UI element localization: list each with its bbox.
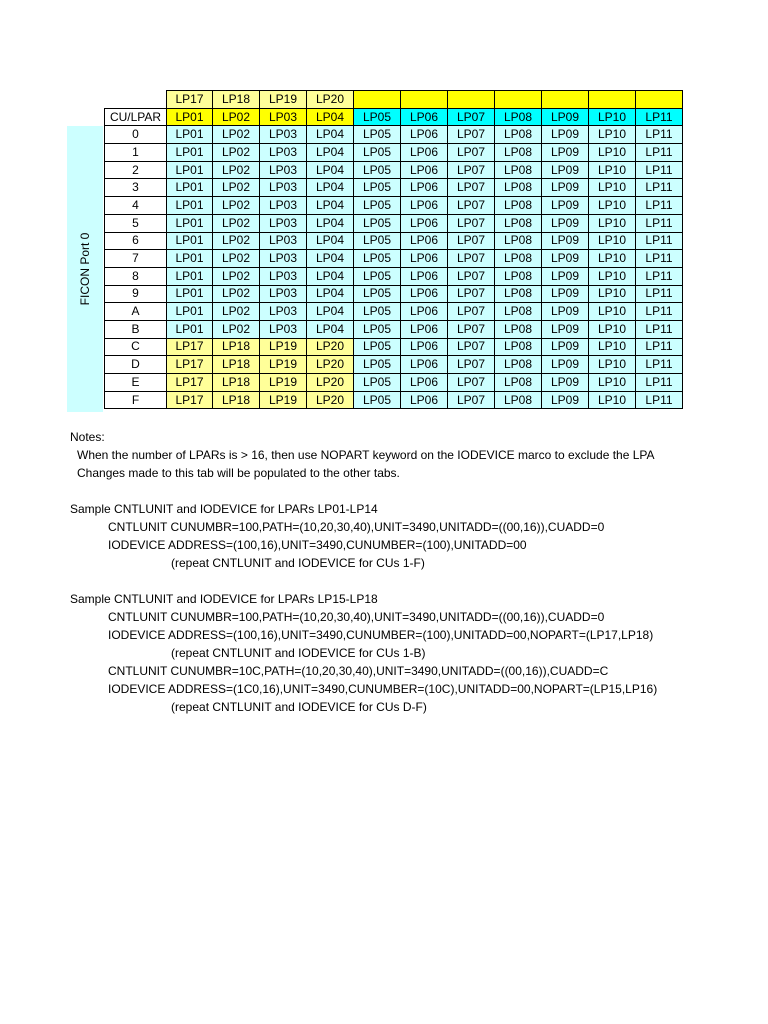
lpar-cell: LP07 [448,320,495,338]
lpar-cell: LP02 [213,126,260,144]
table-row [105,374,683,392]
cu-lpar-table [104,90,683,409]
top-lpar-cell: LP17 [167,91,213,109]
table-row [105,144,683,162]
lpar-cell: LP09 [542,285,589,303]
top-lpar-cell [354,91,401,109]
lpar-cell: LP07 [448,250,495,268]
lpar-cell: LP02 [213,303,260,321]
lpar-cell: LP05 [354,285,401,303]
corner-label: CU/LPAR [105,108,167,126]
sample2-cntlunit-2: CNTLUNIT CUNUMBR=10C,PATH=(10,20,30,40),UNIT=3490,UNITADD=((00,16)),CUADD=C [108,664,609,678]
lpar-cell: LP05 [354,214,401,232]
lpar-cell: LP09 [542,126,589,144]
lpar-cell: LP03 [260,144,307,162]
lpar-cell: LP04 [307,232,354,250]
lpar-cell: LP05 [354,179,401,197]
lpar-cell: LP04 [307,303,354,321]
lpar-cell: LP05 [354,250,401,268]
lpar-cell: LP02 [213,285,260,303]
lpar-cell: LP11 [636,285,683,303]
lpar-cell: LP07 [448,214,495,232]
lpar-cell: LP07 [448,161,495,179]
lpar-cell: LP11 [636,144,683,162]
lpar-cell: LP18 [213,374,260,392]
cu-label: 1 [105,144,167,162]
table-row [105,250,683,268]
table-row [105,214,683,232]
top-lpar-cell: LP19 [260,91,307,109]
lpar-cell: LP04 [307,214,354,232]
cu-label: 7 [105,250,167,268]
lpar-cell: LP07 [448,338,495,356]
lpar-cell: LP03 [260,161,307,179]
lpar-cell: LP06 [401,320,448,338]
lpar-cell: LP02 [213,214,260,232]
lpar-cell: LP09 [542,250,589,268]
lpar-cell: LP11 [636,338,683,356]
lpar-cell: LP04 [307,144,354,162]
top-lpar-cell [636,91,683,109]
lpar-cell: LP10 [589,356,636,374]
lpar-cell: LP10 [589,126,636,144]
lpar-cell: LP06 [401,267,448,285]
lpar-grid [104,90,683,409]
lpar-cell: LP07 [448,267,495,285]
lpar-cell: LP01 [167,267,213,285]
lpar-cell: LP06 [401,391,448,409]
lpar-cell: LP02 [213,179,260,197]
lpar-cell: LP19 [260,391,307,409]
lpar-cell: LP04 [307,126,354,144]
lpar-cell: LP20 [307,338,354,356]
note-line: When the number of LPARs is > 16, then use NOPART keyword on the IODEVICE marco to exclude the LPA [77,448,655,462]
lpar-cell: LP05 [354,232,401,250]
lpar-cell: LP11 [636,126,683,144]
lpar-cell: LP11 [636,214,683,232]
table-row [105,126,683,144]
lpar-cell: LP05 [354,144,401,162]
lpar-cell: LP11 [636,303,683,321]
lpar-cell: LP10 [589,232,636,250]
lpar-cell: LP04 [307,161,354,179]
lpar-cell: LP19 [260,338,307,356]
lpar-cell: LP03 [260,267,307,285]
lpar-cell: LP04 [307,320,354,338]
sample1-repeat: (repeat CNTLUNIT and IODEVICE for CUs 1-F) [171,556,425,570]
cu-label: A [105,303,167,321]
sample1-iodevice: IODEVICE ADDRESS=(100,16),UNIT=3490,CUNUMBER=(100),UNITADD=00 [108,538,527,552]
lpar-cell: LP06 [401,303,448,321]
lpar-cell: LP18 [213,338,260,356]
lpar-cell: LP06 [401,214,448,232]
lpar-cell: LP08 [495,179,542,197]
sample2-cntlunit-1: CNTLUNIT CUNUMBR=100,PATH=(10,20,30,40),UNIT=3490,UNITADD=((00,16)),CUADD=0 [108,610,605,624]
lpar-cell: LP09 [542,320,589,338]
header-lpar-cell: LP11 [636,108,683,126]
lpar-cell: LP10 [589,179,636,197]
lpar-cell: LP10 [589,303,636,321]
lpar-cell: LP11 [636,197,683,215]
lpar-cell: LP18 [213,391,260,409]
lpar-cell: LP10 [589,267,636,285]
header-lpar-cell: LP07 [448,108,495,126]
lpar-cell: LP07 [448,179,495,197]
table-row [105,232,683,250]
lpar-cell: LP09 [542,179,589,197]
lpar-cell: LP10 [589,214,636,232]
lpar-cell: LP06 [401,126,448,144]
top-lpar-cell [401,91,448,109]
lpar-cell: LP08 [495,374,542,392]
lpar-cell: LP03 [260,214,307,232]
top-lpar-cell [448,91,495,109]
header-lpar-cell: LP01 [167,108,213,126]
lpar-cell: LP03 [260,232,307,250]
lpar-cell: LP05 [354,391,401,409]
lpar-cell: LP02 [213,267,260,285]
lpar-cell: LP03 [260,197,307,215]
lpar-cell: LP20 [307,391,354,409]
notes-heading: Notes: [70,430,105,444]
top-lpar-cell: LP18 [213,91,260,109]
sample1-title: Sample CNTLUNIT and IODEVICE for LPARs LP01-LP14 [70,502,378,516]
lpar-cell: LP04 [307,267,354,285]
table-row [105,391,683,409]
lpar-cell: LP10 [589,197,636,215]
lpar-cell: LP07 [448,197,495,215]
lpar-cell: LP06 [401,285,448,303]
lpar-cell: LP08 [495,267,542,285]
lpar-cell: LP17 [167,338,213,356]
lpar-cell: LP07 [448,303,495,321]
lpar-cell: LP05 [354,320,401,338]
lpar-cell: LP06 [401,179,448,197]
lpar-cell: LP06 [401,161,448,179]
lpar-cell: LP10 [589,320,636,338]
lpar-cell: LP06 [401,374,448,392]
lpar-cell: LP01 [167,303,213,321]
header-lpar-cell: LP05 [354,108,401,126]
lpar-cell: LP08 [495,232,542,250]
top-lpar-cell [589,91,636,109]
cu-label: F [105,391,167,409]
lpar-cell: LP07 [448,232,495,250]
ficon-port-label: FICON Port 0 [78,232,92,306]
lpar-cell: LP08 [495,320,542,338]
lpar-cell: LP11 [636,356,683,374]
lpar-cell: LP11 [636,179,683,197]
table-row [105,320,683,338]
lpar-cell: LP10 [589,338,636,356]
table-row [105,197,683,215]
table-row [105,356,683,374]
sample2-repeat-1: (repeat CNTLUNIT and IODEVICE for CUs 1-B) [171,646,426,660]
lpar-cell: LP11 [636,320,683,338]
lpar-cell: LP06 [401,232,448,250]
lpar-cell: LP05 [354,303,401,321]
lpar-cell: LP02 [213,232,260,250]
lpar-cell: LP20 [307,374,354,392]
cu-label: C [105,338,167,356]
cu-label: 6 [105,232,167,250]
lpar-cell: LP05 [354,267,401,285]
lpar-cell: LP07 [448,374,495,392]
lpar-cell: LP08 [495,356,542,374]
header-lpar-cell: LP08 [495,108,542,126]
lpar-cell: LP02 [213,144,260,162]
lpar-cell: LP03 [260,250,307,268]
header-lpar-cell: LP06 [401,108,448,126]
sample2-iodevice-1: IODEVICE ADDRESS=(100,16),UNIT=3490,CUNUMBER=(100),UNITADD=00,NOPART=(LP17,LP18) [108,628,654,642]
lpar-cell: LP06 [401,197,448,215]
lpar-cell: LP06 [401,250,448,268]
top-lpar-cell: LP20 [307,91,354,109]
header-lpar-cell: LP02 [213,108,260,126]
lpar-cell: LP06 [401,338,448,356]
lpar-cell: LP11 [636,267,683,285]
cu-label: 5 [105,214,167,232]
lpar-cell: LP05 [354,197,401,215]
table-row [105,179,683,197]
lpar-cell: LP09 [542,303,589,321]
top-lpar-cell [495,91,542,109]
top-lpar-row [105,91,683,109]
lpar-cell: LP04 [307,285,354,303]
header-row [105,108,683,126]
lpar-cell: LP09 [542,267,589,285]
note-line: Changes made to this tab will be populated to the other tabs. [77,466,400,480]
lpar-cell: LP17 [167,356,213,374]
table-row [105,303,683,321]
lpar-cell: LP17 [167,391,213,409]
sample2-title: Sample CNTLUNIT and IODEVICE for LPARs LP15-LP18 [70,592,378,606]
sample1-cntlunit: CNTLUNIT CUNUMBR=100,PATH=(10,20,30,40),UNIT=3490,UNITADD=((00,16)),CUADD=0 [108,520,605,534]
cu-label: 8 [105,267,167,285]
lpar-cell: LP05 [354,161,401,179]
header-lpar-cell: LP03 [260,108,307,126]
lpar-cell: LP05 [354,356,401,374]
lpar-cell: LP05 [354,338,401,356]
lpar-cell: LP09 [542,391,589,409]
lpar-cell: LP09 [542,338,589,356]
lpar-cell: LP17 [167,374,213,392]
cu-label: 2 [105,161,167,179]
lpar-cell: LP03 [260,126,307,144]
table-row [105,285,683,303]
sample2-iodevice-2: IODEVICE ADDRESS=(1C0,16),UNIT=3490,CUNUMBER=(10C),UNITADD=00,NOPART=(LP15,LP16) [108,682,658,696]
lpar-cell: LP07 [448,356,495,374]
lpar-cell: LP09 [542,144,589,162]
table-row [105,161,683,179]
lpar-cell: LP04 [307,197,354,215]
lpar-cell: LP11 [636,374,683,392]
lpar-cell: LP08 [495,197,542,215]
header-lpar-cell: LP09 [542,108,589,126]
lpar-cell: LP08 [495,161,542,179]
cu-label: E [105,374,167,392]
lpar-cell: LP09 [542,356,589,374]
lpar-cell: LP11 [636,232,683,250]
lpar-cell: LP01 [167,126,213,144]
lpar-cell: LP01 [167,320,213,338]
lpar-cell: LP04 [307,179,354,197]
lpar-cell: LP09 [542,197,589,215]
lpar-cell: LP05 [354,126,401,144]
lpar-cell: LP01 [167,144,213,162]
lpar-cell: LP03 [260,303,307,321]
lpar-cell: LP10 [589,161,636,179]
lpar-cell: LP01 [167,161,213,179]
lpar-cell: LP03 [260,179,307,197]
lpar-cell: LP07 [448,126,495,144]
cu-label: B [105,320,167,338]
lpar-cell: LP03 [260,285,307,303]
cu-label: 9 [105,285,167,303]
lpar-cell: LP09 [542,232,589,250]
lpar-cell: LP10 [589,285,636,303]
lpar-cell: LP02 [213,320,260,338]
lpar-cell: LP07 [448,285,495,303]
lpar-cell: LP10 [589,374,636,392]
notes-section [70,428,657,716]
table-row [105,338,683,356]
lpar-cell: LP01 [167,285,213,303]
lpar-cell: LP11 [636,161,683,179]
cu-label: 0 [105,126,167,144]
lpar-cell: LP10 [589,144,636,162]
lpar-cell: LP08 [495,250,542,268]
corner-blank [105,91,167,109]
lpar-cell: LP01 [167,232,213,250]
lpar-cell: LP19 [260,374,307,392]
lpar-cell: LP08 [495,303,542,321]
lpar-cell: LP07 [448,144,495,162]
lpar-cell: LP09 [542,374,589,392]
lpar-cell: LP06 [401,144,448,162]
lpar-cell: LP01 [167,197,213,215]
lpar-cell: LP11 [636,250,683,268]
lpar-cell: LP07 [448,391,495,409]
lpar-cell: LP10 [589,250,636,268]
lpar-cell: LP19 [260,356,307,374]
lpar-cell: LP10 [589,391,636,409]
lpar-cell: LP01 [167,250,213,268]
lpar-cell: LP02 [213,161,260,179]
lpar-cell: LP18 [213,356,260,374]
lpar-cell: LP04 [307,250,354,268]
top-lpar-cell [542,91,589,109]
lpar-cell: LP02 [213,250,260,268]
lpar-cell: LP01 [167,214,213,232]
lpar-cell: LP06 [401,356,448,374]
table-row [105,267,683,285]
lpar-cell: LP11 [636,391,683,409]
lpar-cell: LP01 [167,179,213,197]
lpar-cell: LP08 [495,144,542,162]
cu-label: 4 [105,197,167,215]
lpar-cell: LP03 [260,320,307,338]
lpar-cell: LP08 [495,214,542,232]
header-lpar-cell: LP10 [589,108,636,126]
lpar-cell: LP09 [542,214,589,232]
lpar-cell: LP05 [354,374,401,392]
cu-label: D [105,356,167,374]
lpar-cell: LP08 [495,338,542,356]
lpar-cell: LP08 [495,391,542,409]
lpar-cell: LP09 [542,161,589,179]
header-lpar-cell: LP04 [307,108,354,126]
lpar-cell: LP08 [495,126,542,144]
sample2-repeat-2: (repeat CNTLUNIT and IODEVICE for CUs D-F) [171,700,427,714]
cu-label: 3 [105,179,167,197]
lpar-cell: LP02 [213,197,260,215]
lpar-cell: LP20 [307,356,354,374]
lpar-cell: LP08 [495,285,542,303]
